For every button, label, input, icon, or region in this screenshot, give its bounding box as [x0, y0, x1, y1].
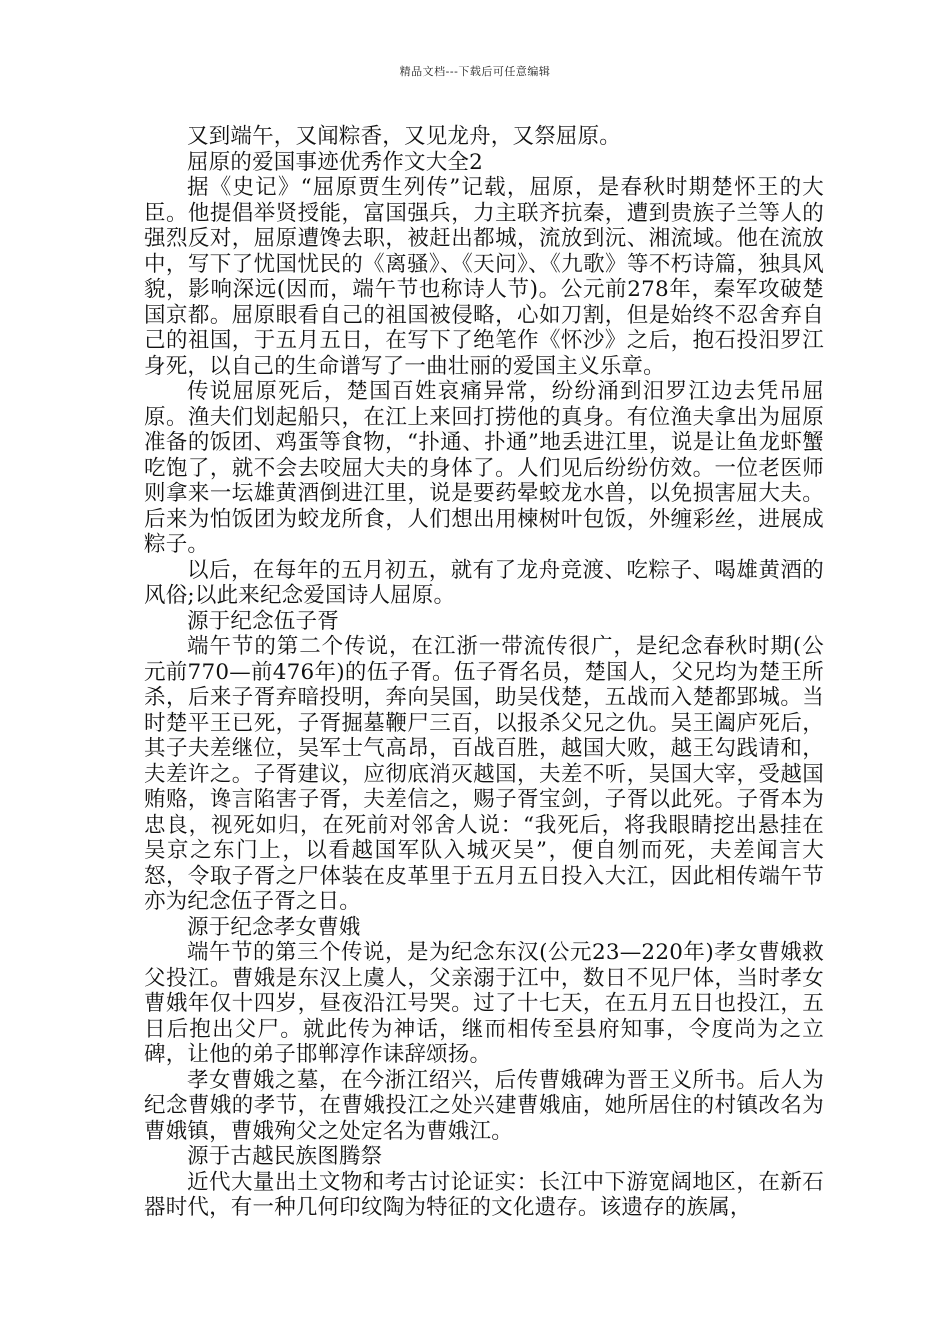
paragraph-archaeology: 近代大量出土文物和考古讨论证实：长江中下游宽阔地区，在新石器时代，有一种几何印纹陶为特征的文化遗存。该遗存的族属，	[144, 1169, 824, 1220]
document-body	[144, 124, 824, 1221]
section-heading-cao-e: 源于纪念孝女曹娥	[187, 914, 361, 940]
paragraph-intro: 又到端午，又闻粽香，又见龙舟，又祭屈原。	[187, 124, 622, 149]
paragraph-legend: 传说屈原死后，楚国百姓哀痛异常，纷纷涌到汨罗江边去凭吊屈原。渔夫们划起船只，在江上来回打捞他的真身。有位渔夫拿出为屈原准备的饭团、鸡蛋等食物，“扑通、扑通”地丢进江里，说是让鱼龙虾蟹吃饱了，就不会去咬屈大夫的身体了。人们见后纷纷仿效。一位老医师则拿来一坛雄黄酒倒进江里，说是要药晕蛟龙水兽，以免损害屈大夫。后来为怕饭团为蛟龙所食，人们想出用楝树叶包饭，外缠彩丝，进展成粽子。	[144, 379, 824, 557]
paragraph-cao-e: 端午节的第三个传说，是为纪念东汉(公元23—220年)孝女曹娥救父投江。曹娥是东汉上虞人，父亲溺于江中，数日不见尸体，当时孝女曹娥年仅十四岁，昼夜沿江号哭。过了十七天，在五月五日也投江，五日后抱出父尸。就此传为神话，继而相传至县府知事，令度尚为之立碑，让他的弟子邯郸淳作诔辞颂扬。	[144, 940, 824, 1067]
page-header: 精品文档---下载后可任意编辑	[399, 65, 551, 78]
paragraph-wu-zixu: 端午节的第二个传说，在江浙一带流传很广，是纪念春秋时期(公元前770—前476年)的伍子胥。伍子胥名员，楚国人，父兄均为楚王所杀，后来子胥弃暗投明，奔向吴国，助吴伐楚，五战而入楚都郢城。当时楚平王已死，子胥掘墓鞭尸三百，以报杀父兄之仇。吴王阖庐死后，其子夫差继位，吴军士气高昂，百战百胜，越国大败，越王勾践请和，夫差许之。子胥建议，应彻底消灭越国，夫差不听，吴国大宰，受越国贿赂，谗言陷害子胥，夫差信之，赐子胥宝剑，子胥以此死。子胥本为忠良，视死如归，在死前对邻舍人说：“我死后，将我眼睛挖出悬挂在吴京之东门上，以看越国军队入城灭吴”，便自刎而死，夫差闻言大怒，令取子胥之尸体装在皮革里于五月五日投入大江，因此相传端午节亦为纪念伍子胥之日。	[144, 634, 824, 914]
section-heading-wu-zixu: 源于纪念伍子胥	[187, 608, 339, 634]
section-heading-totem: 源于古越民族图腾祭	[187, 1144, 383, 1169]
paragraph-cao-e-tomb: 孝女曹娥之墓，在今浙江绍兴，后传曹娥碑为晋王义所书。后人为纪念曹娥的孝节，在曹娥投江之处兴建曹娥庙，她所居住的村镇改名为曹娥镇，曹娥殉父之处定名为曹娥江。	[144, 1067, 824, 1144]
paragraph-shiji: 据《史记》“屈原贾生列传”记载，屈原，是春秋时期楚怀王的大臣。他提倡举贤授能，富国强兵，力主联齐抗秦，遭到贵族子兰等人的强烈反对，屈原遭馋去职，被赶出都城，流放到沅、湘流域。他在流放中，写下了忧国忧民的《离骚》、《天问》、《九歌》等不朽诗篇，独具风貌，影响深远(因而，端午节也称诗人节)。公元前278年，秦军攻破楚国京都。屈原眼看自己的祖国被侵略，心如刀割，但是始终不忍舍弃自己的祖国，于五月五日，在写下了绝笔作《怀沙》之后，抱石投汨罗江身死，以自己的生命谱写了一曲壮丽的爱国主义乐章。	[144, 175, 824, 379]
article-title: 屈原的爱国事迹优秀作文大全2	[187, 149, 483, 175]
paragraph-custom: 以后，在每年的五月初五，就有了龙舟竞渡、吃粽子、喝雄黄酒的风俗;以此来纪念爱国诗人屈原。	[144, 557, 824, 608]
